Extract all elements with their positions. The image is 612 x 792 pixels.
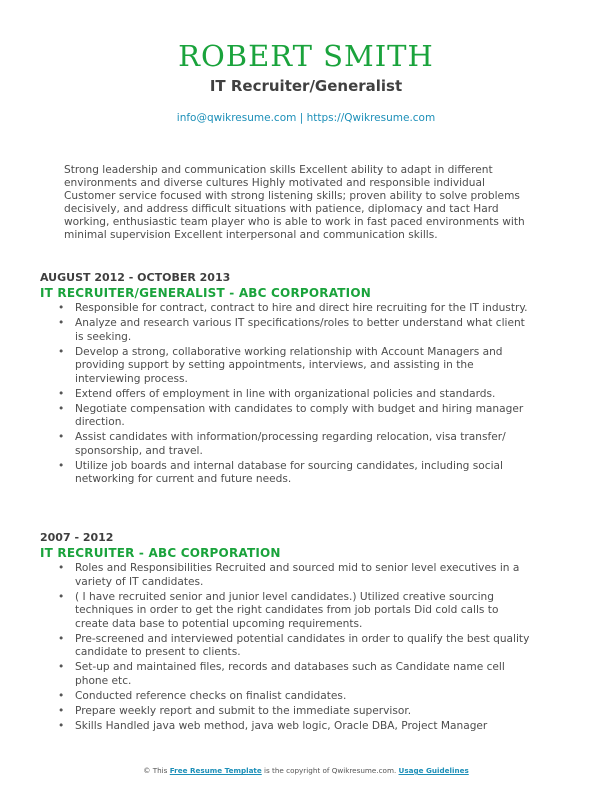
- candidate-name: ROBERT SMITH: [178, 39, 434, 73]
- job-title: IT RECRUITER/GENERALIST - ABC CORPORATION: [40, 286, 371, 300]
- responsibility-item: • Develop a strong, collaborative working relationship with Account Managers and providing support by setting appointments, interviews, and assisting in the interviewing process.: [40, 346, 530, 387]
- responsibility-item: • Assist candidates with information/processing regarding relocation, visa transfer/ sponsorship, and travel.: [40, 431, 530, 458]
- usage-guidelines-link[interactable]: Usage Guidelines: [398, 766, 469, 775]
- free-resume-template-link[interactable]: Free Resume Template: [169, 766, 262, 775]
- job-dates: 2007 - 2012: [40, 531, 114, 544]
- email-link[interactable]: info@qwikresume.com: [176, 112, 297, 124]
- responsibility-item: • Skills Handled java web method, java web logic, Oracle DBA, Project Manager: [40, 720, 530, 734]
- experience-entry: [40, 271, 530, 488]
- responsibility-item: • Utilize job boards and internal database for sourcing candidates, including social networking for current and future needs.: [40, 460, 530, 487]
- responsibility-item: • Responsible for contract, contract to hire and direct hire recruiting for the IT industry.: [40, 302, 530, 316]
- responsibility-item: • ( I have recruited senior and junior level candidates.) Utilized creative sourcing techniques in order to get the right candidates from job portals Did cold calls to create data base to potential upcoming requirements.: [40, 591, 530, 632]
- copyright-footer: [0, 766, 612, 776]
- responsibility-item: • Negotiate compensation with candidates to comply with budget and hiring manager direction.: [40, 403, 530, 430]
- responsibility-item: • Set-up and maintained files, records and databases such as Candidate name cell phone etc.: [40, 661, 530, 688]
- footer-prefix: © This: [143, 766, 168, 775]
- responsibility-item: • Analyze and research various IT specifications/roles to better understand what client is seeking.: [40, 317, 530, 344]
- website-link[interactable]: https://Qwikresume.com: [306, 112, 436, 124]
- job-dates: AUGUST 2012 - OCTOBER 2013: [40, 271, 231, 284]
- responsibility-item: • Extend offers of employment in line with organizational policies and standards.: [40, 388, 530, 402]
- contact-separator: |: [299, 112, 304, 124]
- job-title: IT RECRUITER - ABC CORPORATION: [40, 546, 281, 560]
- job-role: IT Recruiter/Generalist: [209, 77, 403, 95]
- responsibility-item: • Conducted reference checks on finalist candidates.: [40, 690, 530, 704]
- responsibility-list: [40, 562, 530, 733]
- responsibility-item: • Prepare weekly report and submit to the immediate supervisor.: [40, 705, 530, 719]
- footer-copyright-text: is the copyright of Qwikresume.com.: [264, 766, 397, 775]
- profile-summary: Strong leadership and communication skills Excellent ability to adapt in different environments and diverse cultures Highly motivated and responsible individual Customer service focused with strong listening skills; proven ability to solve problems decisively, and address difficult situations with patience, diplomacy and tact Hard working, enthusiastic team player who is able to work in fast paced environments with minimal supervision Excellent interpersonal and communication skills.: [64, 164, 525, 241]
- responsibility-item: • Roles and Responsibilities Recruited and sourced mid to senior level executives in a variety of IT candidates.: [40, 562, 530, 589]
- responsibility-list: [40, 302, 530, 487]
- experience-entry: [40, 531, 530, 735]
- responsibility-item: • Pre-screened and interviewed potential candidates in order to qualify the best quality candidate to present to clients.: [40, 633, 530, 660]
- contact-line: [0, 111, 612, 125]
